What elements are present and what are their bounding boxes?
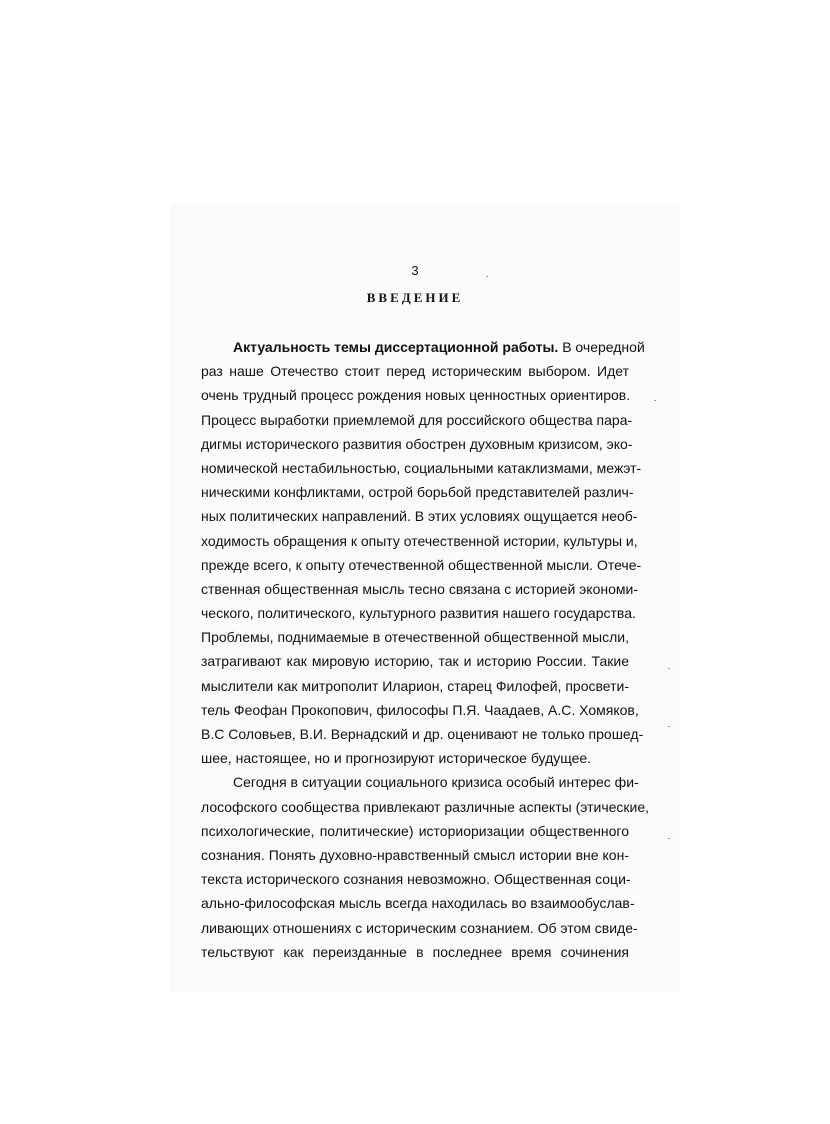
text-line: прежде всего, к опыту отечественной общественной мысли. Отече- (201, 556, 642, 573)
text-line: ходимость обращения к опыту отечественной истории, культуры и, (201, 532, 638, 549)
text-line (201, 335, 645, 359)
text-line: номической нестабильностью, социальными катаклизмами, межэт- (201, 459, 642, 476)
scan-speck (654, 400, 656, 401)
paragraph-lead: Актуальность темы диссертационной работы. (233, 339, 559, 355)
text-line: затрагивают как мировую историю, так и историю России. Такие (201, 653, 629, 670)
body-text (201, 335, 650, 964)
text-line: В.С Соловьев, В.И. Вернадский и др. оценивают не только прошед- (201, 726, 644, 742)
text-line: ально-философская мысль всегда находилась во взаимообуслав- (201, 895, 635, 912)
text-line: сознания. Понять духовно-нравственный смысл истории вне кон- (201, 846, 629, 863)
text-line: мыслители как митрополит Иларион, старец Филофей, просвети- (201, 677, 629, 694)
text-line: Процесс выработки приемлемой для российского общества пара- (201, 411, 633, 428)
scan-speck (668, 668, 670, 669)
text-line: ственная общественная мысль тесно связана с историей экономи- (201, 580, 639, 597)
text-line: Сегодня в ситуации социального кризиса особый интерес фи- (233, 774, 639, 791)
text-line: очень трудный процесс рождения новых ценностных ориентиров. (201, 387, 631, 404)
text-line: ных политических направлений. В этих условиях ощущается необ- (201, 508, 638, 525)
text-line: текста исторического сознания невозможно. Общественная соци- (201, 871, 631, 888)
text-line: Проблемы, поднимаемые в отечественной общественной мысли, (201, 629, 629, 646)
text-line: психологические, политические) историоризации общественного (201, 822, 629, 839)
text-line: ческого, политического, культурного развития нашего государства. (201, 605, 636, 622)
page-number: 3 (411, 263, 419, 278)
section-heading: ВВЕДЕНИЕ (366, 290, 464, 305)
scan-speck (668, 838, 670, 839)
scan-speck (486, 276, 488, 277)
text-line: лософского сообщества привлекают различные аспекты (этические, (201, 798, 650, 815)
text-line: ническими конфликтами, острой борьбой представителей различ- (201, 484, 634, 501)
text-line: ливающих отношениях с историческим сознанием. Об этом свиде- (201, 919, 638, 936)
text-line: раз наше Отечество стоит перед историческим выбором. Идет (201, 363, 629, 380)
text-line: шее, настоящее, но и прогнозируют историческое будущее. (201, 750, 592, 767)
text-line: дигмы исторического развития обострен духовным кризисом, эко- (201, 435, 633, 452)
scan-speck (668, 726, 670, 727)
text-line: тель Феофан Прокопович, философы П.Я. Чаадаев, А.С. Хомяков, (201, 701, 639, 718)
text-line-fragment: В очередной (558, 339, 645, 355)
text-line: тельствуют как переизданные в последнее время сочинения (201, 943, 629, 960)
